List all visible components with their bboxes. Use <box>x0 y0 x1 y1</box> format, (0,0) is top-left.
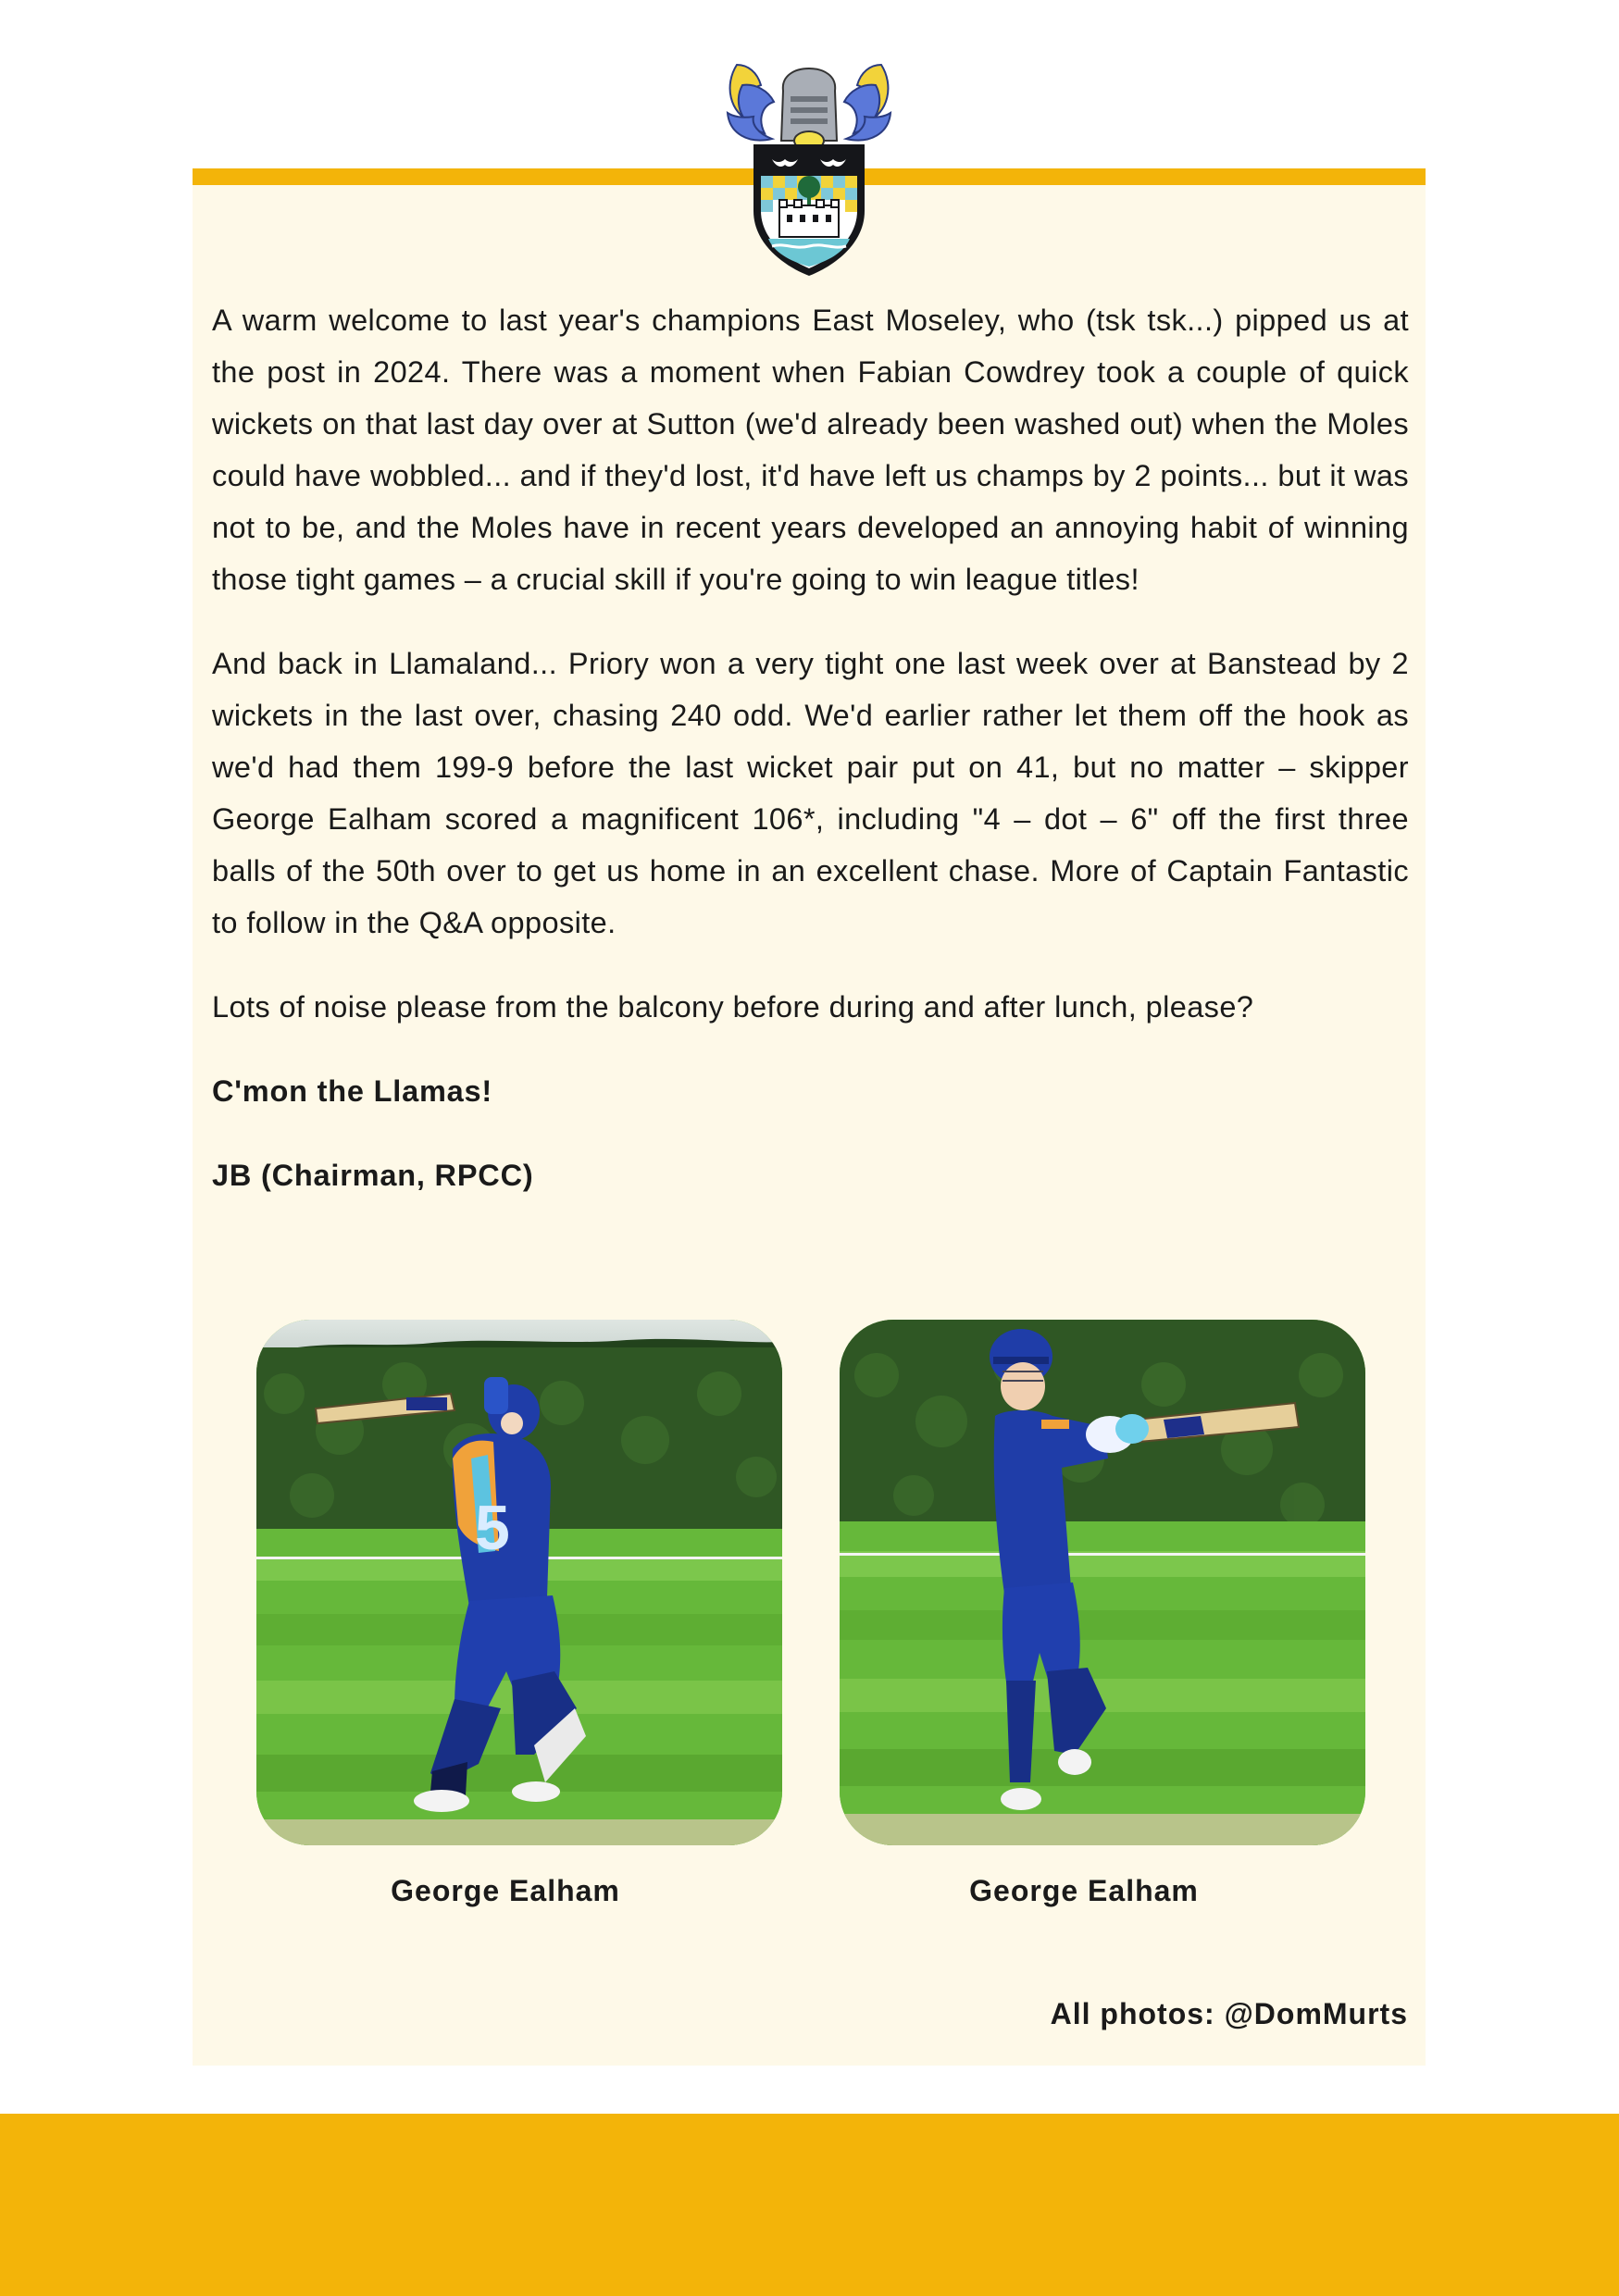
paragraph-noise: Lots of noise please from the balcony before during and after lunch, please? <box>212 990 1254 1024</box>
photo-caption-2: George Ealham <box>969 1874 1199 1907</box>
photo-caption-1: George Ealham <box>391 1874 620 1907</box>
signature: JB (Chairman, RPCC) <box>212 1159 534 1192</box>
photo-credit: All photos: @DomMurts <box>1050 1997 1408 2030</box>
article-body <box>212 294 1409 1234</box>
club-crest-icon <box>720 48 898 278</box>
paragraph-llamaland: And back in Llamaland... Priory won a very tight one last week over at Banstead by 2 wickets in the last over, chasing 240 odd. We'd earlier rather let them off the hook as we'd had them 199-9 before the last wicket pair put on 41, but no matter – skipper George Ealham scored a magnificent 106*, including "4 – dot – 6" off the first three balls of the 50th over to get us home in an excellent chase. More of Captain Fantastic to follow in the Q&A opposite. <box>212 647 1409 939</box>
paragraph-welcome: A warm welcome to last year's champions East Moseley, who (tsk tsk...) pipped us at the post in 2024. There was a moment when Fabian Cowdrey took a couple of quick wickets on that last day over at Sutton (we'd already been washed out) when the Moles could have wobbled... and if they'd lost, it'd have left us champs by 2 points... but it was not to be, and the Moles have in recent years developed an annoying habit of winning those tight games – a crucial skill if you're going to win league titles! <box>212 304 1409 596</box>
footer-accent-band <box>0 2114 1619 2296</box>
photo-batsman-2 <box>840 1320 1365 1845</box>
photo-batsman-1 <box>256 1320 782 1845</box>
cheer-line: C'mon the Llamas! <box>212 1074 493 1108</box>
shirt-number: 5 <box>475 1493 510 1563</box>
